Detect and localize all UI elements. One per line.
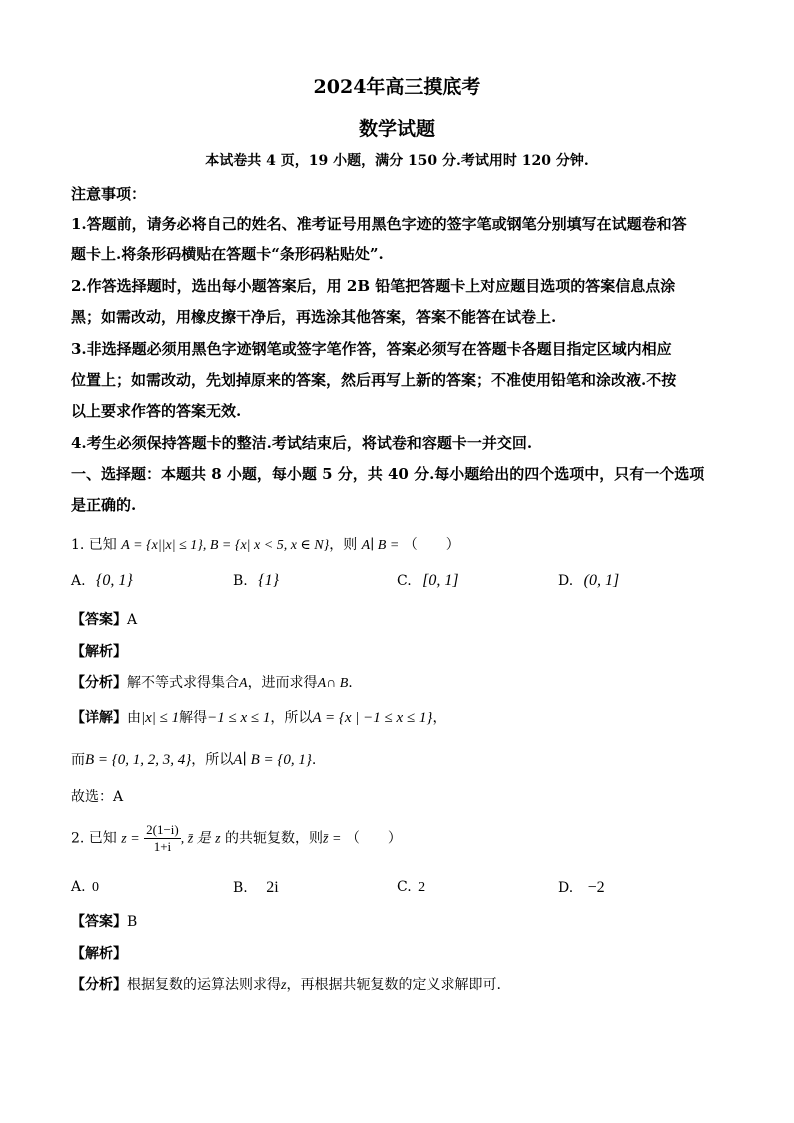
fenxi-tag: 【分析】: [71, 977, 127, 993]
xj-text: ，所以: [270, 710, 313, 726]
answer-value: A: [127, 612, 138, 628]
fraction-denominator: 1+i: [153, 839, 172, 854]
q2-option-d: [558, 879, 605, 897]
answer-value: B: [127, 914, 138, 930]
option-label: C.: [397, 573, 412, 589]
q2-z-eq: z =: [121, 831, 140, 847]
xj-text: ，: [432, 710, 447, 726]
option-value: [0, 1]: [422, 572, 459, 589]
q2-mid2: 的共轭复数，则: [225, 830, 324, 847]
fenxi-text: ，再根据共轭复数的定义求解即可.: [286, 977, 501, 993]
q1-suffix: ，则: [329, 537, 358, 553]
exam-subtitle: 数学试题: [358, 118, 435, 140]
option-label: D.: [558, 880, 574, 896]
notice-line: 1.答题前，请务必将自己的姓名、准考证号用黑色字迹的签字笔或钢笔分别填写在试题卷和答: [71, 215, 687, 233]
q1-paren: （ ）: [403, 537, 460, 553]
q1-prefix: 1. 已知: [71, 537, 117, 553]
notice-line: 4.考生必须保持答题卡的整洁.考试结束后，将试卷和容题卡一并交回.: [71, 434, 533, 452]
notice-line: 题卡上.将条形码横贴在答题卡“条形码粘贴处”.: [71, 245, 384, 263]
q2-option-c: [397, 879, 425, 896]
q2-paren: （ ）: [345, 830, 402, 847]
q2-fenxi: [71, 974, 501, 994]
fraction-numerator: 2(1−i): [146, 822, 179, 837]
analysis-tag: 【解析】: [71, 946, 127, 962]
exam-title: 2024年高三摸底考: [313, 76, 481, 98]
analysis-tag: 【解析】: [71, 644, 127, 660]
option-value: 2: [418, 880, 426, 895]
option-value: (0, 1]: [583, 572, 620, 589]
option-value: {1}: [258, 572, 279, 589]
q1-set-a: A = {x||x| ≤ 1}: [121, 538, 203, 553]
answer-tag: 【答案】: [71, 914, 127, 930]
xj-math: A = {x | −1 ≤ x ≤ 1}: [312, 710, 433, 726]
option-value: 2i: [266, 879, 279, 896]
fenxi-end: .: [348, 675, 353, 691]
q1-expr: A∣ B =: [361, 538, 400, 553]
xj-text: 而: [71, 752, 85, 768]
option-label: C.: [397, 879, 412, 895]
fenxi-tag: 【分析】: [71, 675, 127, 691]
fenxi-z: z: [281, 978, 287, 993]
fenxi-expr: A∩ B: [317, 676, 349, 691]
xj-math: |x| ≤ 1: [141, 710, 180, 726]
q1-answer: [71, 609, 137, 629]
option-value: {0, 1}: [96, 572, 133, 589]
q1-analysis-tag: [71, 641, 127, 661]
fenxi-text: 根据复数的运算法则求得: [127, 977, 281, 993]
xj-text: ，所以: [191, 752, 234, 768]
q2-zbar-eq: z̄ =: [323, 831, 342, 847]
notice-line: 3.非选择题必须用黑色字迹钢笔或签字笔作答，答案必须写在答题卡各题目指定区域内相应: [71, 340, 672, 358]
option-label: B.: [233, 573, 248, 589]
q2-fraction: [144, 822, 181, 855]
answer-tag: 【答案】: [71, 612, 127, 628]
option-label: A.: [71, 879, 86, 895]
xj-math: B = {0, 1, 2, 3, 4}: [85, 752, 192, 768]
option-value: −2: [587, 879, 605, 896]
q1-choice: 故选：A: [71, 789, 124, 805]
notice-line: 位置上；如需改动，先划掉原来的答案，然后再写上新的答案；不准使用铅笔和涂改液.不按: [71, 371, 677, 389]
q2-z: z: [215, 831, 221, 847]
notice-line: 2.作答选择题时，选出每小题答案后，用 2B 铅笔把答题卡上对应题目选项的答案信息点涂: [71, 277, 676, 295]
question-1: [71, 534, 460, 554]
q1-set-b: , B = {x| x < 5, x ∈ N}: [202, 538, 330, 553]
question-2: [71, 822, 402, 855]
q2-mid: , z̄ 是: [180, 831, 211, 847]
section-heading: 一、选择题：本题共 8 小题，每小题 5 分，共 40 分.每小题给出的四个选项中，只有一个选项: [71, 465, 705, 483]
xj-text: 由: [127, 710, 141, 726]
fenxi-text: ，进而求得: [247, 675, 318, 691]
q1-option-a: [71, 572, 133, 590]
option-label: B.: [233, 880, 248, 896]
q1-xiangjie-2: [71, 749, 316, 769]
q1-option-c: [397, 572, 459, 590]
q2-prefix: 2. 已知: [71, 830, 117, 847]
fenxi-text: 解不等式求得集合: [127, 675, 239, 691]
q1-option-b: [233, 572, 279, 590]
xj-text: .: [311, 752, 317, 768]
q2-analysis-tag: [71, 943, 127, 963]
q2-answer: [71, 911, 137, 931]
xiangjie-tag: 【详解】: [71, 710, 127, 726]
section-heading-cont: 是正确的.: [71, 496, 137, 514]
option-label: D.: [558, 573, 574, 589]
option-label: A.: [71, 573, 86, 589]
notice-line: 黑；如需改动，用橡皮擦干净后，再选涂其他答案，答案不能答在试卷上.: [71, 308, 557, 326]
q1-xiangjie-1: [71, 707, 446, 727]
exam-info: 本试卷共 4 页，19 小题，满分 150 分.考试用时 120 分钟.: [205, 153, 589, 169]
xj-math: −1 ≤ x ≤ 1: [207, 710, 271, 726]
xj-text: 解得: [179, 710, 208, 726]
q2-option-b: [233, 879, 279, 897]
xj-math: A∣ B = {0, 1}: [233, 752, 312, 768]
notice-line: 以上要求作答的答案无效.: [71, 402, 242, 420]
option-value: 0: [92, 880, 100, 895]
q1-fenxi: [71, 672, 353, 692]
q1-option-d: [558, 572, 619, 590]
q2-option-a: [71, 879, 99, 896]
notice-heading: 注意事项：: [71, 185, 147, 203]
fenxi-set-a: A: [239, 676, 248, 691]
